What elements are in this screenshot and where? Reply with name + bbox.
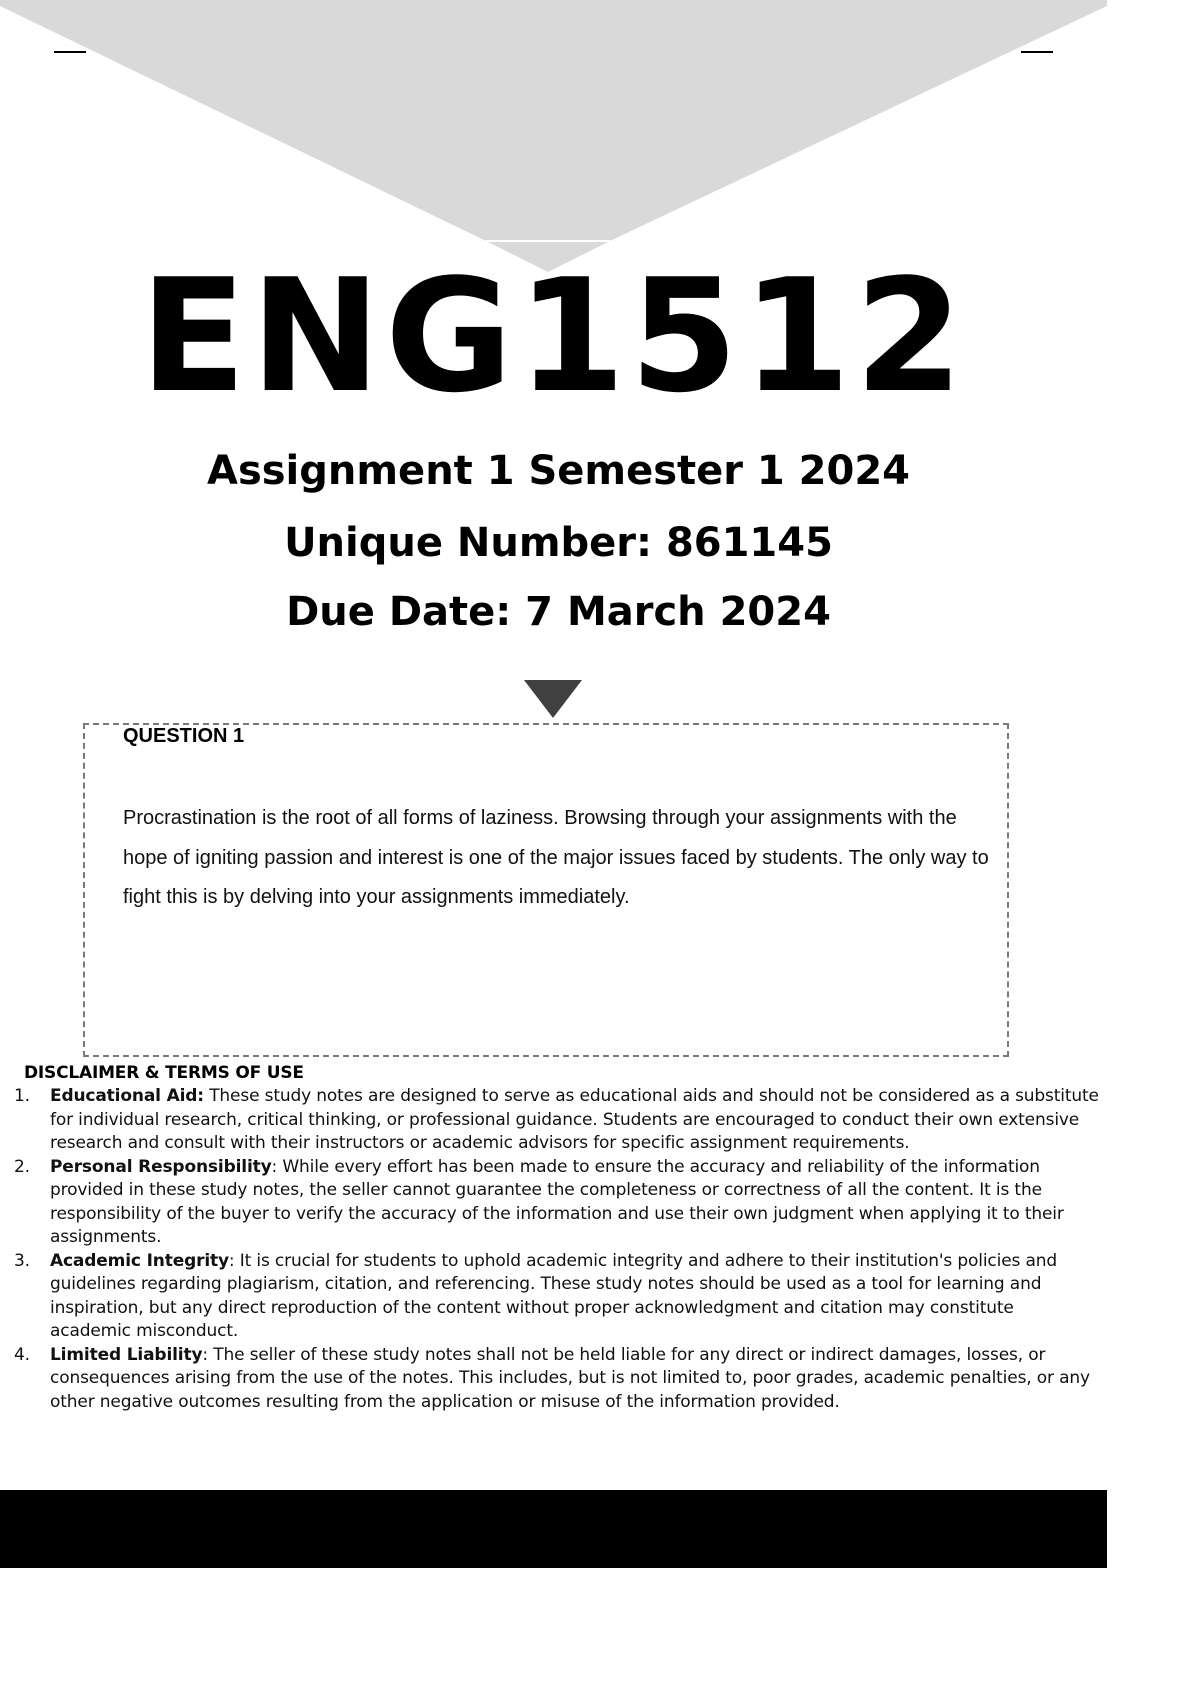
disclaimer-list [14,1085,1099,1414]
assignment-line: Assignment 1 Semester 1 2024 [206,448,911,494]
disclaimer-item-number: 3. [14,1250,30,1271]
disclaimer-item-text: : The seller of these study notes shall not be held liable for any direct or indirect damages, losses, or consequences arising from the use of the notes. This includes, but is not limited to, poor grades, academic penalties, or any other negative outcomes resulting from the application or misuse of the information provided. [50,1344,1090,1412]
disclaimer-item-text: : While every effort has been made to ensure the accuracy and reliability of the information provided in these study notes, the seller cannot guarantee the completeness or correctness of all the content. It is the responsibility of the buyer to verify the accuracy of the information and use their own judgment when applying it to their assignments. [50,1156,1064,1247]
disclaimer-item-term: Educational Aid: [50,1086,204,1106]
question-box [83,723,1009,1057]
down-arrow-icon [524,680,582,718]
disclaimer-item-text: : It is crucial for students to uphold academic integrity and adhere to their institution's policies and guidelines regarding plagiarism, citation, and referencing. These study notes should be used as a tool for learning and inspiration, but any direct reproduction of the content without proper acknowledgment and citation may constitute academic misconduct. [50,1250,1058,1341]
disclaimer-item [14,1250,1099,1344]
disclaimer-item [14,1156,1099,1250]
disclaimer-item-text: These study notes are designed to serve as educational aids and should not be considered as a substitute for individual research, critical thinking, or professional guidance. Students are encouraged to conduct their own extensive research and consult with their instructors or academic advisors for specific assignment requirements. [50,1086,1099,1153]
disclaimer-item-number: 4. [14,1344,30,1365]
header-chevron-shape [0,0,1107,280]
course-code-title: ENG1512 [139,245,968,427]
corner-rule-right [1021,51,1053,53]
question-heading: QUESTION 1 [123,725,245,747]
disclaimer-item-term: Academic Integrity [50,1250,229,1271]
disclaimer-item [14,1085,1099,1156]
corner-rule-left [54,51,86,53]
disclaimer-item-number: 2. [14,1156,30,1177]
disclaimer-item-term: Personal Responsibility [50,1156,272,1177]
disclaimer-item [14,1344,1099,1415]
disclaimer-title: DISCLAIMER & TERMS OF USE [24,1063,304,1083]
footer-bar [0,1490,1107,1568]
question-text: Procrastination is the root of all forms of laziness. Browsing through your assignments with the hope of igniting passion and interest is one of the major issues faced by students. The only way to fight this is by delving into your assignments immediately. [123,807,989,908]
due-date-line: Due Date: 7 March 2024 [286,589,831,635]
unique-number-line: Unique Number: 861145 [284,520,833,566]
disclaimer-item-term: Limited Liability [50,1344,203,1365]
disclaimer-item-number: 1. [14,1086,30,1106]
